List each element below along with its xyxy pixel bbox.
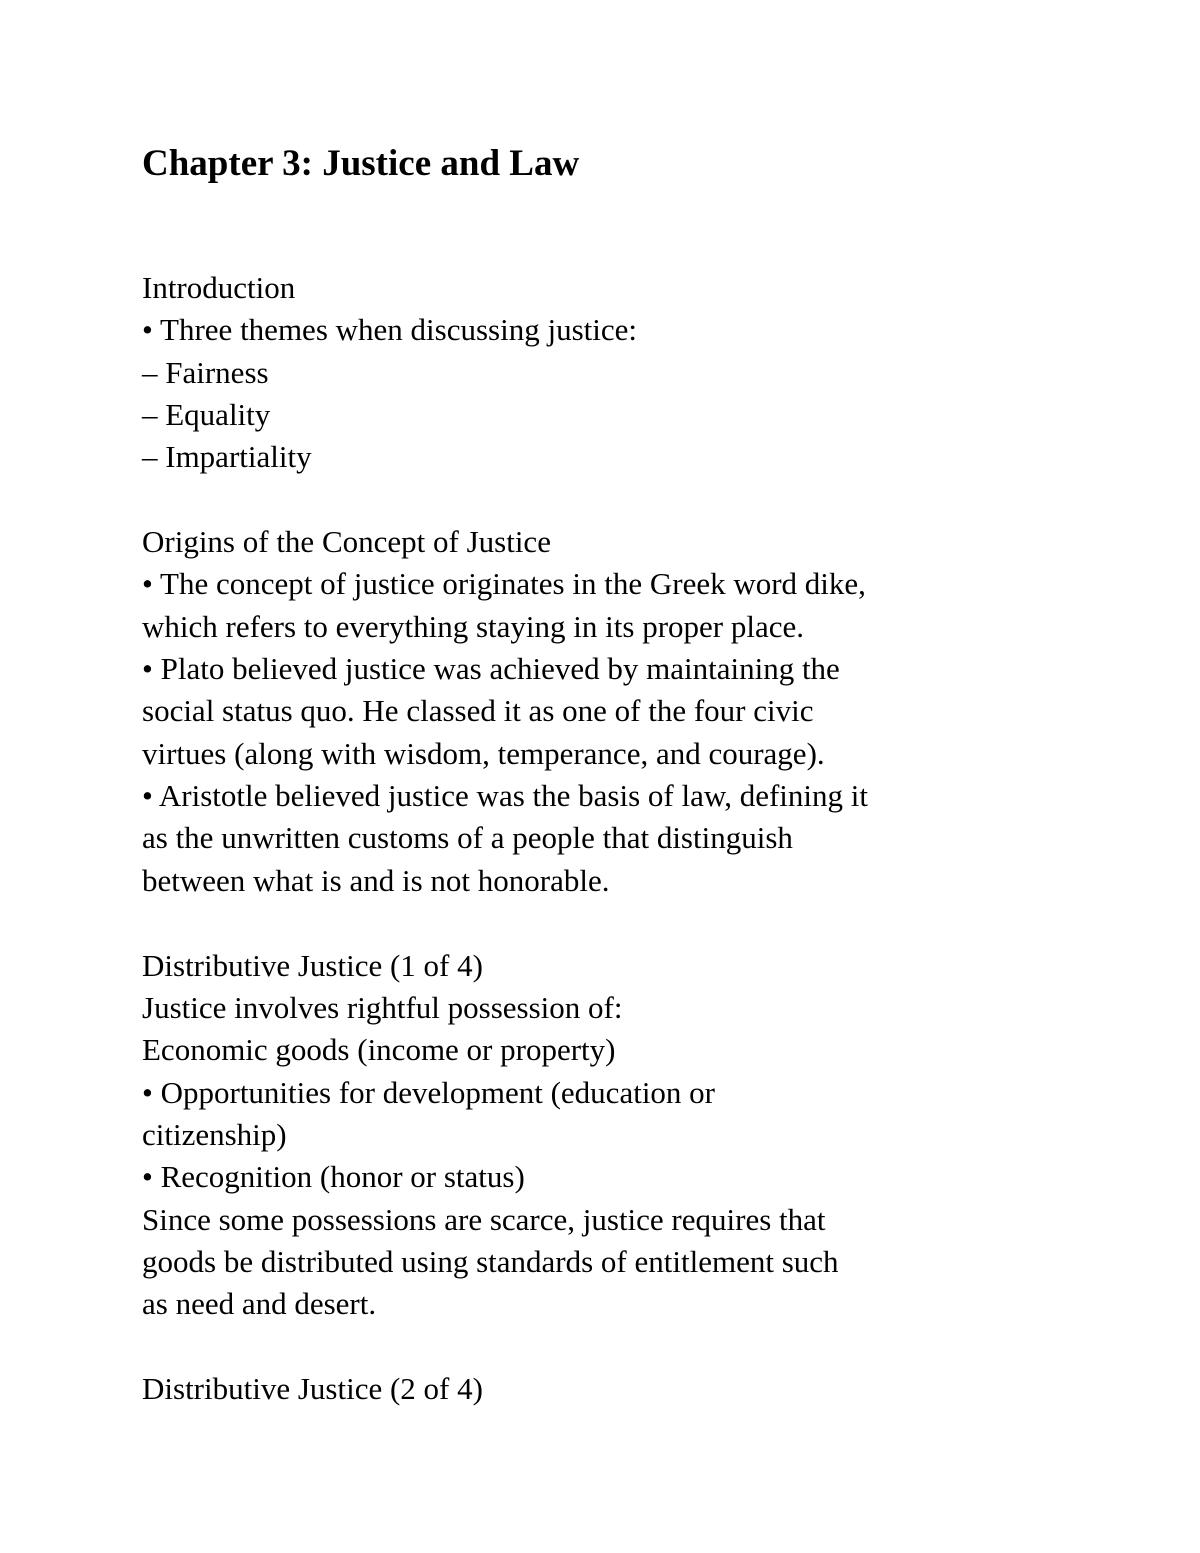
- text-line: between what is and is not honorable.: [142, 863, 610, 898]
- text-line: • Plato believed justice was achieved by maintaining the: [142, 651, 840, 686]
- text-line: goods be distributed using standards of entitlement such: [142, 1244, 839, 1279]
- section-heading-origins: Origins of the Concept of Justice: [142, 524, 551, 559]
- text-line: • Opportunities for development (education or: [142, 1075, 716, 1110]
- text-line: virtues (along with wisdom, temperance, and courage).: [142, 736, 825, 771]
- text-line: • Recognition (honor or status): [142, 1159, 525, 1194]
- text-line: social status quo. He classed it as one of the four civic: [142, 693, 814, 728]
- text-line: as need and desert.: [142, 1286, 377, 1321]
- text-line: which refers to everything staying in its proper place.: [142, 609, 804, 644]
- section-heading-distributive-1: Distributive Justice (1 of 4): [142, 948, 483, 983]
- text-line: Economic goods (income or property): [142, 1032, 616, 1067]
- bullet-three-themes: • Three themes when discussing justice:: [142, 312, 637, 347]
- sub-bullet-equality: – Equality: [142, 397, 271, 432]
- text-line: Justice involves rightful possession of:: [142, 990, 623, 1025]
- text-line: citizenship): [142, 1117, 287, 1152]
- text-line: • Aristotle believed justice was the basis of law, defining it: [142, 778, 868, 813]
- section-heading-distributive-2: Distributive Justice (2 of 4): [142, 1371, 483, 1406]
- text-line: • The concept of justice originates in the Greek word dike,: [142, 566, 866, 601]
- text-line: as the unwritten customs of a people that distinguish: [142, 820, 793, 855]
- sub-bullet-fairness: – Fairness: [142, 355, 269, 390]
- sub-bullet-impartiality: – Impartiality: [142, 439, 312, 474]
- text-line: Since some possessions are scarce, justice requires that: [142, 1202, 826, 1237]
- section-heading-introduction: Introduction: [142, 270, 296, 305]
- chapter-title: Chapter 3: Justice and Law: [142, 143, 580, 184]
